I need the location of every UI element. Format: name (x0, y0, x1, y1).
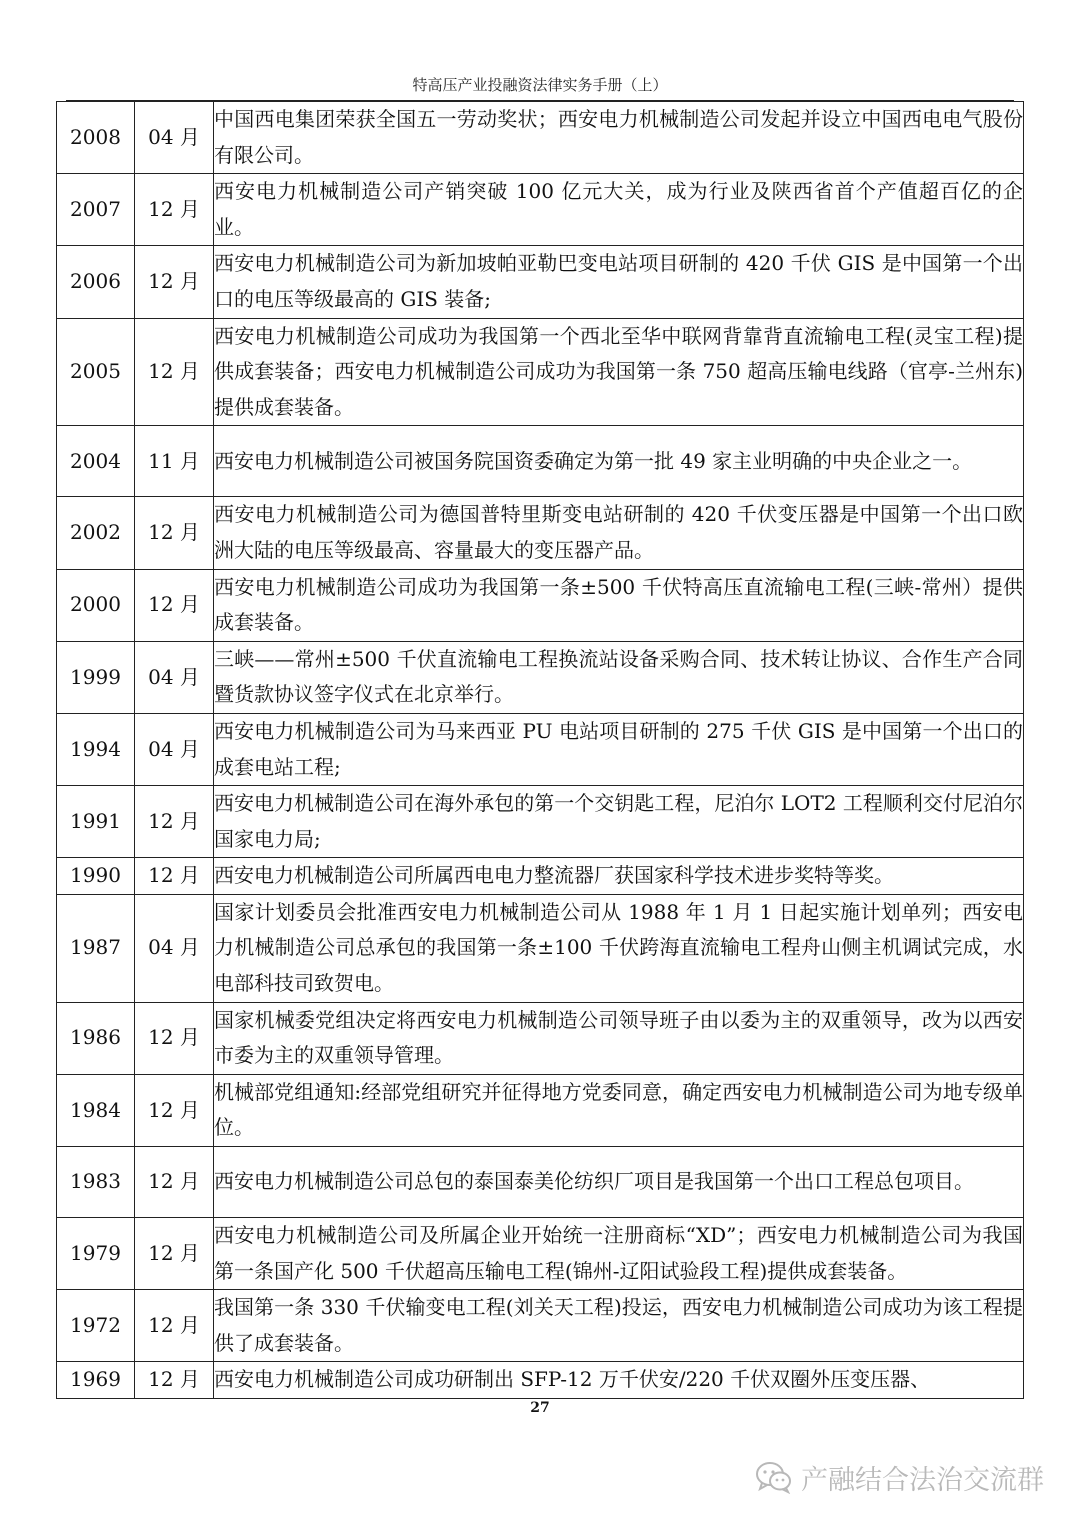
event-cell: 西安电力机械制造公司在海外承包的第一个交钥匙工程，尼泊尔 LOT2 工程顺利交付尼泊尔国家电力局; (214, 786, 1024, 858)
page-number: 27 (530, 1400, 550, 1416)
month-cell: 12 月 (135, 1218, 214, 1290)
event-cell: 西安电力机械制造公司及所属企业开始统一注册商标“XD”；西安电力机械制造公司为我国第一条国产化 500 千伏超高压输电工程(锦州-辽阳试验段工程)提供成套装备。 (214, 1218, 1024, 1290)
month-cell: 12 月 (135, 1002, 214, 1074)
year-cell: 2006 (57, 246, 135, 318)
event-cell: 中国西电集团荣获全国五一劳动奖状；西安电力机械制造公司发起并设立中国西电电气股份有限公司。 (214, 102, 1024, 174)
event-cell: 西安电力机械制造公司成功研制出 SFP-12 万千伏安/220 千伏双圈外压变压器、 (214, 1362, 1024, 1399)
table-row (57, 246, 1024, 318)
event-cell: 三峡——常州±500 千伏直流输电工程换流站设备采购合同、技术转让协议、合作生产合同暨货款协议签字仪式在北京举行。 (214, 641, 1024, 713)
table-row (57, 1290, 1024, 1362)
month-cell: 12 月 (135, 318, 214, 426)
event-cell: 西安电力机械制造公司成功为我国第一条±500 千伏特高压直流输电工程(三峡-常州）提供成套装备。 (214, 569, 1024, 641)
year-cell: 2004 (57, 426, 135, 497)
running-header: 特高压产业投融资法律实务手册（上） (412, 76, 668, 94)
table-row (57, 1218, 1024, 1290)
table-row (57, 1074, 1024, 1146)
event-cell: 机械部党组通知:经部党组研究并征得地方党委同意，确定西安电力机械制造公司为地专级单位。 (214, 1074, 1024, 1146)
year-cell: 1984 (57, 1074, 135, 1146)
table-row (57, 858, 1024, 895)
table-row (57, 1362, 1024, 1399)
event-cell: 西安电力机械制造公司产销突破 100 亿元大关，成为行业及陕西省首个产值超百亿的企业。 (214, 174, 1024, 246)
wechat-icon (755, 1460, 793, 1494)
year-cell: 1990 (57, 858, 135, 895)
timeline-table (56, 101, 1024, 1399)
year-cell: 1969 (57, 1362, 135, 1399)
watermark (755, 1455, 1044, 1499)
event-cell: 西安电力机械制造公司成功为我国第一个西北至华中联网背靠背直流输电工程(灵宝工程)提供成套装备；西安电力机械制造公司成功为我国第一条 750 超高压输电线路（官亭-兰州东)提供成套装备。 (214, 318, 1024, 426)
table-row (57, 713, 1024, 785)
year-cell: 1999 (57, 641, 135, 713)
month-cell: 12 月 (135, 1362, 214, 1399)
table-row (57, 786, 1024, 858)
month-cell: 12 月 (135, 569, 214, 641)
year-cell: 1987 (57, 894, 135, 1002)
year-cell: 2005 (57, 318, 135, 426)
table-row (57, 569, 1024, 641)
month-cell: 04 月 (135, 894, 214, 1002)
table-row (57, 497, 1024, 569)
event-cell: 我国第一条 330 千伏输变电工程(刘关天工程)投运，西安电力机械制造公司成功为该工程提供了成套装备。 (214, 1290, 1024, 1362)
year-cell: 2008 (57, 102, 135, 174)
month-cell: 12 月 (135, 858, 214, 895)
event-cell: 西安电力机械制造公司总包的泰国泰美伦纺织厂项目是我国第一个出口工程总包项目。 (214, 1147, 1024, 1218)
month-cell: 11 月 (135, 426, 214, 497)
year-cell: 2002 (57, 497, 135, 569)
month-cell: 12 月 (135, 497, 214, 569)
month-cell: 12 月 (135, 1147, 214, 1218)
table-row (57, 426, 1024, 497)
year-cell: 1991 (57, 786, 135, 858)
year-cell: 1983 (57, 1147, 135, 1218)
year-cell: 2000 (57, 569, 135, 641)
year-cell: 1972 (57, 1290, 135, 1362)
event-cell: 国家机械委党组决定将西安电力机械制造公司领导班子由以委为主的双重领导，改为以西安市委为主的双重领导管理。 (214, 1002, 1024, 1074)
month-cell: 04 月 (135, 641, 214, 713)
year-cell: 2007 (57, 174, 135, 246)
table-row (57, 102, 1024, 174)
event-cell: 西安电力机械制造公司为马来西亚 PU 电站项目研制的 275 千伏 GIS 是中国第一个出口的成套电站工程; (214, 713, 1024, 785)
month-cell: 12 月 (135, 1290, 214, 1362)
year-cell: 1986 (57, 1002, 135, 1074)
event-cell: 国家计划委员会批准西安电力机械制造公司从 1988 年 1 月 1 日起实施计划单列；西安电力机械制造公司总承包的我国第一条±100 千伏跨海直流输电工程舟山侧主机调试完成，水电部科技司致贺电。 (214, 894, 1024, 1002)
table-row (57, 641, 1024, 713)
table-row (57, 174, 1024, 246)
month-cell: 12 月 (135, 246, 214, 318)
month-cell: 12 月 (135, 174, 214, 246)
table-row (57, 1147, 1024, 1218)
month-cell: 12 月 (135, 1074, 214, 1146)
table-row (57, 894, 1024, 1002)
event-cell: 西安电力机械制造公司被国务院国资委确定为第一批 49 家主业明确的中央企业之一。 (214, 426, 1024, 497)
watermark-text: 产融结合法治交流群 (801, 1464, 1044, 1496)
year-cell: 1979 (57, 1218, 135, 1290)
table-row (57, 318, 1024, 426)
month-cell: 04 月 (135, 102, 214, 174)
table-row (57, 1002, 1024, 1074)
event-cell: 西安电力机械制造公司为德国普特里斯变电站研制的 420 千伏变压器是中国第一个出口欧洲大陆的电压等级最高、容量最大的变压器产品。 (214, 497, 1024, 569)
event-cell: 西安电力机械制造公司为新加坡帕亚勒巴变电站项目研制的 420 千伏 GIS 是中国第一个出口的电压等级最高的 GIS 装备; (214, 246, 1024, 318)
month-cell: 12 月 (135, 786, 214, 858)
month-cell: 04 月 (135, 713, 214, 785)
year-cell: 1994 (57, 713, 135, 785)
event-cell: 西安电力机械制造公司所属西电电力整流器厂获国家科学技术进步奖特等奖。 (214, 858, 1024, 895)
